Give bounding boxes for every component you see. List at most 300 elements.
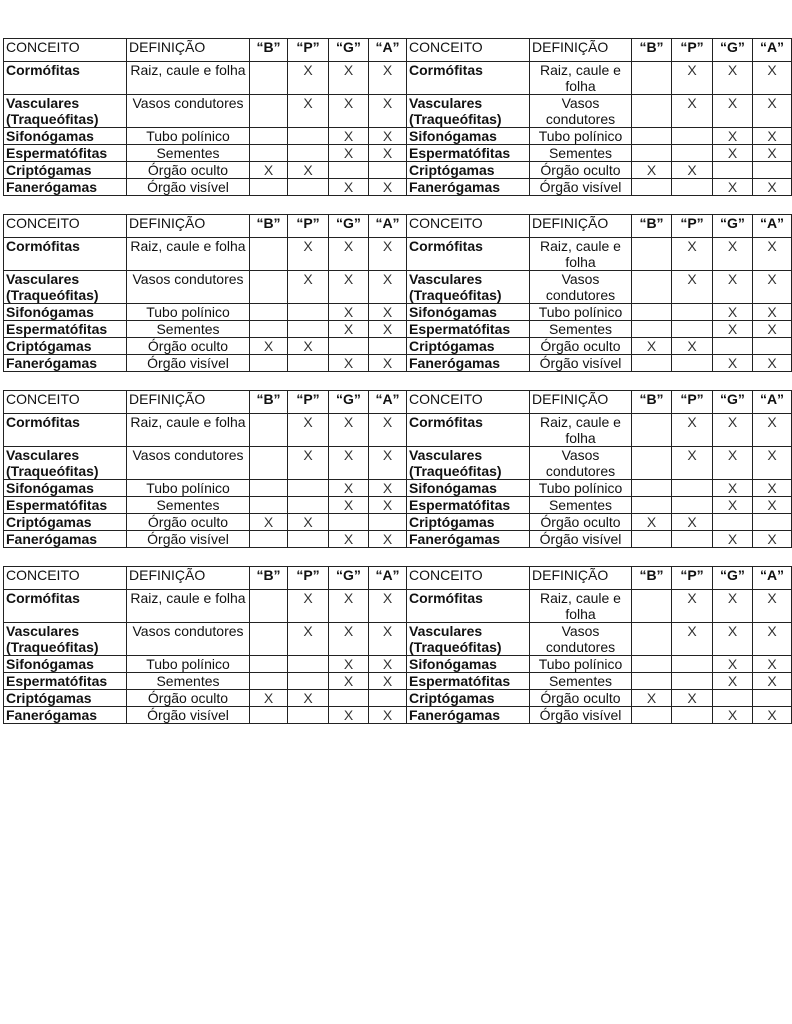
mark-cell: X	[672, 95, 713, 128]
concept-cell: Fanerógamas	[407, 531, 530, 548]
header-concept: CONCEITO	[407, 391, 530, 414]
mark-cell	[632, 355, 672, 372]
definition-cell: Raiz, caule e folha	[530, 238, 632, 271]
definition-cell: Tubo polínico	[127, 656, 250, 673]
mark-cell: X	[288, 623, 329, 656]
definition-cell: Vasos condutores	[127, 623, 250, 656]
concept-cell: Espermatófitas	[407, 673, 530, 690]
mark-cell: X	[369, 414, 407, 447]
concept-cell: Fanerógamas	[4, 531, 127, 548]
mark-cell	[672, 179, 713, 196]
header-definition: DEFINIÇÃO	[530, 567, 632, 590]
header-flag: “G”	[329, 215, 369, 238]
header-concept: CONCEITO	[407, 39, 530, 62]
definition-cell: Sementes	[127, 497, 250, 514]
mark-cell: X	[288, 414, 329, 447]
mark-cell: X	[250, 162, 288, 179]
mark-cell	[288, 531, 329, 548]
mark-cell: X	[713, 623, 753, 656]
concept-cell: Fanerógamas	[407, 355, 530, 372]
mark-cell	[632, 590, 672, 623]
mark-cell	[329, 338, 369, 355]
mark-cell: X	[753, 590, 792, 623]
definition-cell: Vasos condutores	[127, 447, 250, 480]
table-row	[4, 673, 792, 690]
header-concept: CONCEITO	[4, 391, 127, 414]
mark-cell: X	[288, 514, 329, 531]
concept-cell: Fanerógamas	[407, 179, 530, 196]
mark-cell	[632, 480, 672, 497]
mark-cell: X	[329, 497, 369, 514]
mark-cell: X	[369, 238, 407, 271]
mark-cell	[632, 414, 672, 447]
mark-cell: X	[632, 162, 672, 179]
table-row	[4, 338, 792, 355]
table-row	[4, 497, 792, 514]
mark-cell: X	[369, 179, 407, 196]
mark-cell	[672, 656, 713, 673]
mark-cell	[250, 271, 288, 304]
mark-cell: X	[632, 690, 672, 707]
mark-cell	[632, 62, 672, 95]
definition-cell: Sementes	[530, 321, 632, 338]
concept-cell: Criptógamas	[4, 338, 127, 355]
definition-cell: Órgão visível	[127, 355, 250, 372]
mark-cell: X	[369, 497, 407, 514]
mark-cell: X	[753, 145, 792, 162]
mark-cell: X	[713, 145, 753, 162]
mark-cell: X	[329, 707, 369, 724]
table-header-row	[4, 215, 792, 238]
concept-cell: Sifonógamas	[4, 656, 127, 673]
mark-cell: X	[713, 590, 753, 623]
definition-cell: Raiz, caule e folha	[530, 590, 632, 623]
mark-cell: X	[369, 673, 407, 690]
mark-cell	[250, 62, 288, 95]
mark-cell: X	[288, 238, 329, 271]
mark-cell: X	[632, 338, 672, 355]
table-row	[4, 707, 792, 724]
mark-cell	[672, 480, 713, 497]
mark-cell	[250, 656, 288, 673]
header-flag: “A”	[753, 567, 792, 590]
header-definition: DEFINIÇÃO	[127, 39, 250, 62]
mark-cell: X	[288, 162, 329, 179]
mark-cell: X	[713, 480, 753, 497]
mark-cell: X	[288, 338, 329, 355]
mark-cell: X	[672, 623, 713, 656]
mark-cell: X	[250, 338, 288, 355]
mark-cell: X	[369, 62, 407, 95]
header-flag: “A”	[369, 567, 407, 590]
definition-cell: Tubo polínico	[530, 304, 632, 321]
mark-cell: X	[329, 531, 369, 548]
mark-cell	[672, 531, 713, 548]
table-row	[4, 128, 792, 145]
mark-cell	[753, 514, 792, 531]
mark-cell: X	[713, 673, 753, 690]
mark-cell	[672, 355, 713, 372]
definition-cell: Raiz, caule e folha	[127, 238, 250, 271]
mark-cell	[288, 497, 329, 514]
header-definition: DEFINIÇÃO	[530, 39, 632, 62]
header-flag: “P”	[288, 391, 329, 414]
mark-cell: X	[632, 514, 672, 531]
definition-cell: Órgão oculto	[530, 514, 632, 531]
mark-cell: X	[713, 531, 753, 548]
concept-cell: Vasculares (Traqueófitas)	[407, 95, 530, 128]
mark-cell	[632, 623, 672, 656]
mark-cell: X	[753, 321, 792, 338]
definition-cell: Órgão oculto	[127, 690, 250, 707]
definition-cell: Vasos condutores	[530, 447, 632, 480]
concept-cell: Sifonógamas	[4, 128, 127, 145]
definition-cell: Sementes	[127, 321, 250, 338]
concept-cell: Vasculares (Traqueófitas)	[407, 623, 530, 656]
definition-cell: Órgão visível	[127, 531, 250, 548]
mark-cell: X	[329, 95, 369, 128]
mark-cell: X	[672, 162, 713, 179]
concept-cell: Espermatófitas	[4, 673, 127, 690]
concept-cell: Vasculares (Traqueófitas)	[4, 271, 127, 304]
header-flag: “G”	[329, 39, 369, 62]
header-flag: “G”	[713, 215, 753, 238]
mark-cell: X	[713, 271, 753, 304]
mark-cell	[288, 179, 329, 196]
definition-cell: Órgão oculto	[530, 338, 632, 355]
header-flag: “B”	[250, 39, 288, 62]
mark-cell: X	[672, 447, 713, 480]
definition-cell: Tubo polínico	[530, 656, 632, 673]
table-row	[4, 531, 792, 548]
mark-cell	[713, 162, 753, 179]
mark-cell	[250, 238, 288, 271]
concept-cell: Sifonógamas	[4, 480, 127, 497]
mark-cell: X	[329, 321, 369, 338]
mark-cell: X	[369, 707, 407, 724]
mark-cell	[288, 321, 329, 338]
mark-cell: X	[713, 414, 753, 447]
concept-cell: Fanerógamas	[4, 179, 127, 196]
mark-cell	[632, 304, 672, 321]
mark-cell	[369, 162, 407, 179]
concept-cell: Espermatófitas	[4, 321, 127, 338]
mark-cell	[632, 497, 672, 514]
table-row	[4, 179, 792, 196]
definition-cell: Raiz, caule e folha	[127, 414, 250, 447]
header-flag: “B”	[250, 215, 288, 238]
mark-cell	[713, 338, 753, 355]
table-row	[4, 690, 792, 707]
definition-cell: Vasos condutores	[530, 95, 632, 128]
mark-cell	[632, 95, 672, 128]
mark-cell: X	[329, 355, 369, 372]
mark-cell: X	[672, 338, 713, 355]
header-flag: “P”	[288, 39, 329, 62]
table-row	[4, 271, 792, 304]
mark-cell	[288, 673, 329, 690]
classification-table	[3, 390, 792, 548]
mark-cell	[369, 690, 407, 707]
definition-cell: Órgão oculto	[127, 338, 250, 355]
header-concept: CONCEITO	[4, 39, 127, 62]
concept-cell: Sifonógamas	[407, 656, 530, 673]
mark-cell: X	[753, 355, 792, 372]
mark-cell	[250, 707, 288, 724]
mark-cell	[288, 656, 329, 673]
mark-cell: X	[713, 238, 753, 271]
mark-cell: X	[753, 623, 792, 656]
header-flag: “A”	[369, 215, 407, 238]
definition-cell: Órgão visível	[127, 179, 250, 196]
mark-cell: X	[713, 304, 753, 321]
mark-cell: X	[753, 447, 792, 480]
concept-cell: Fanerógamas	[4, 707, 127, 724]
concept-cell: Cormófitas	[407, 238, 530, 271]
header-flag: “P”	[672, 39, 713, 62]
header-concept: CONCEITO	[407, 215, 530, 238]
mark-cell	[672, 145, 713, 162]
mark-cell: X	[369, 590, 407, 623]
definition-cell: Raiz, caule e folha	[530, 62, 632, 95]
concept-cell: Vasculares (Traqueófitas)	[4, 447, 127, 480]
header-flag: “G”	[713, 567, 753, 590]
header-flag: “G”	[329, 391, 369, 414]
mark-cell	[250, 95, 288, 128]
definition-cell: Tubo polínico	[127, 304, 250, 321]
mark-cell	[250, 673, 288, 690]
mark-cell: X	[369, 145, 407, 162]
header-flag: “G”	[713, 39, 753, 62]
mark-cell	[632, 447, 672, 480]
mark-cell: X	[329, 480, 369, 497]
concept-cell: Cormófitas	[4, 238, 127, 271]
definition-cell: Vasos condutores	[127, 271, 250, 304]
table-row	[4, 656, 792, 673]
mark-cell: X	[713, 62, 753, 95]
mark-cell: X	[369, 623, 407, 656]
mark-cell	[329, 514, 369, 531]
mark-cell	[250, 128, 288, 145]
mark-cell: X	[672, 238, 713, 271]
mark-cell: X	[753, 673, 792, 690]
header-flag: “P”	[288, 567, 329, 590]
header-flag: “B”	[632, 215, 672, 238]
header-definition: DEFINIÇÃO	[530, 215, 632, 238]
classification-table	[3, 38, 792, 196]
header-flag: “B”	[632, 391, 672, 414]
mark-cell	[632, 238, 672, 271]
mark-cell: X	[288, 690, 329, 707]
mark-cell	[672, 128, 713, 145]
mark-cell: X	[369, 480, 407, 497]
classification-table	[3, 214, 792, 372]
mark-cell	[250, 145, 288, 162]
concept-cell: Espermatófitas	[407, 497, 530, 514]
mark-cell: X	[369, 656, 407, 673]
header-concept: CONCEITO	[4, 567, 127, 590]
definition-cell: Raiz, caule e folha	[127, 62, 250, 95]
header-flag: “B”	[250, 567, 288, 590]
mark-cell: X	[329, 590, 369, 623]
concept-cell: Vasculares (Traqueófitas)	[4, 623, 127, 656]
mark-cell: X	[753, 414, 792, 447]
mark-cell: X	[329, 656, 369, 673]
mark-cell: X	[250, 514, 288, 531]
mark-cell: X	[753, 656, 792, 673]
table-row	[4, 162, 792, 179]
concept-cell: Cormófitas	[407, 414, 530, 447]
definition-cell: Órgão visível	[530, 355, 632, 372]
concept-cell: Criptógamas	[4, 690, 127, 707]
definition-cell: Órgão oculto	[530, 162, 632, 179]
header-concept: CONCEITO	[4, 215, 127, 238]
header-definition: DEFINIÇÃO	[127, 215, 250, 238]
mark-cell: X	[713, 179, 753, 196]
mark-cell: X	[329, 623, 369, 656]
mark-cell: X	[329, 447, 369, 480]
definition-cell: Órgão visível	[530, 707, 632, 724]
header-flag: “P”	[672, 567, 713, 590]
mark-cell	[250, 480, 288, 497]
mark-cell	[672, 673, 713, 690]
mark-cell: X	[753, 480, 792, 497]
concept-cell: Criptógamas	[407, 690, 530, 707]
mark-cell	[753, 690, 792, 707]
mark-cell: X	[713, 497, 753, 514]
definition-cell: Tubo polínico	[127, 480, 250, 497]
header-flag: “P”	[672, 391, 713, 414]
mark-cell	[632, 128, 672, 145]
concept-cell: Cormófitas	[4, 62, 127, 95]
mark-cell: X	[713, 128, 753, 145]
mark-cell	[632, 707, 672, 724]
concept-cell: Vasculares (Traqueófitas)	[4, 95, 127, 128]
header-flag: “A”	[753, 39, 792, 62]
mark-cell: X	[329, 304, 369, 321]
concept-cell: Cormófitas	[4, 414, 127, 447]
mark-cell: X	[369, 304, 407, 321]
mark-cell	[250, 321, 288, 338]
table-row	[4, 514, 792, 531]
mark-cell: X	[713, 656, 753, 673]
table-header-row	[4, 39, 792, 62]
mark-cell	[369, 514, 407, 531]
concept-cell: Espermatófitas	[407, 145, 530, 162]
mark-cell: X	[753, 304, 792, 321]
table-row	[4, 321, 792, 338]
mark-cell	[288, 304, 329, 321]
table-row	[4, 447, 792, 480]
mark-cell: X	[369, 531, 407, 548]
mark-cell	[250, 304, 288, 321]
definition-cell: Vasos condutores	[530, 271, 632, 304]
mark-cell	[250, 497, 288, 514]
table-row	[4, 145, 792, 162]
mark-cell: X	[329, 673, 369, 690]
mark-cell: X	[753, 128, 792, 145]
mark-cell: X	[753, 497, 792, 514]
header-flag: “G”	[329, 567, 369, 590]
concept-cell: Vasculares (Traqueófitas)	[407, 271, 530, 304]
definition-cell: Tubo polínico	[530, 128, 632, 145]
mark-cell: X	[288, 95, 329, 128]
mark-cell	[369, 338, 407, 355]
definition-cell: Raiz, caule e folha	[127, 590, 250, 623]
mark-cell	[250, 590, 288, 623]
mark-cell	[713, 514, 753, 531]
mark-cell: X	[672, 414, 713, 447]
definition-cell: Sementes	[530, 497, 632, 514]
table-row	[4, 95, 792, 128]
mark-cell: X	[329, 128, 369, 145]
mark-cell	[672, 707, 713, 724]
table-header-row	[4, 567, 792, 590]
mark-cell: X	[753, 238, 792, 271]
mark-cell: X	[369, 95, 407, 128]
table-header-row	[4, 391, 792, 414]
concept-cell: Fanerógamas	[4, 355, 127, 372]
mark-cell: X	[329, 238, 369, 271]
concept-cell: Espermatófitas	[4, 145, 127, 162]
mark-cell: X	[329, 271, 369, 304]
mark-cell: X	[713, 355, 753, 372]
mark-cell	[288, 145, 329, 162]
definition-cell: Órgão visível	[127, 707, 250, 724]
mark-cell: X	[713, 95, 753, 128]
classification-table	[3, 566, 792, 724]
mark-cell: X	[753, 95, 792, 128]
header-flag: “A”	[369, 391, 407, 414]
definition-cell: Raiz, caule e folha	[530, 414, 632, 447]
concept-cell: Espermatófitas	[407, 321, 530, 338]
mark-cell: X	[288, 447, 329, 480]
header-flag: “A”	[753, 391, 792, 414]
header-flag: “B”	[250, 391, 288, 414]
header-flag: “B”	[632, 39, 672, 62]
mark-cell: X	[288, 62, 329, 95]
mark-cell: X	[753, 62, 792, 95]
definition-cell: Vasos condutores	[530, 623, 632, 656]
mark-cell	[713, 690, 753, 707]
concept-cell: Sifonógamas	[407, 128, 530, 145]
table-row	[4, 238, 792, 271]
mark-cell	[250, 355, 288, 372]
definition-cell: Tubo polínico	[127, 128, 250, 145]
mark-cell: X	[713, 321, 753, 338]
concept-cell: Criptógamas	[4, 514, 127, 531]
mark-cell	[288, 355, 329, 372]
definition-cell: Sementes	[530, 673, 632, 690]
definition-cell: Órgão visível	[530, 179, 632, 196]
mark-cell	[753, 162, 792, 179]
header-flag: “A”	[369, 39, 407, 62]
mark-cell	[250, 447, 288, 480]
table-row	[4, 355, 792, 372]
mark-cell: X	[753, 271, 792, 304]
concept-cell: Vasculares (Traqueófitas)	[407, 447, 530, 480]
header-definition: DEFINIÇÃO	[127, 567, 250, 590]
concept-cell: Cormófitas	[407, 590, 530, 623]
definition-cell: Sementes	[127, 673, 250, 690]
mark-cell: X	[672, 690, 713, 707]
definition-cell: Vasos condutores	[127, 95, 250, 128]
table-row	[4, 590, 792, 623]
mark-cell: X	[250, 690, 288, 707]
header-definition: DEFINIÇÃO	[530, 391, 632, 414]
mark-cell: X	[672, 590, 713, 623]
mark-cell: X	[369, 321, 407, 338]
